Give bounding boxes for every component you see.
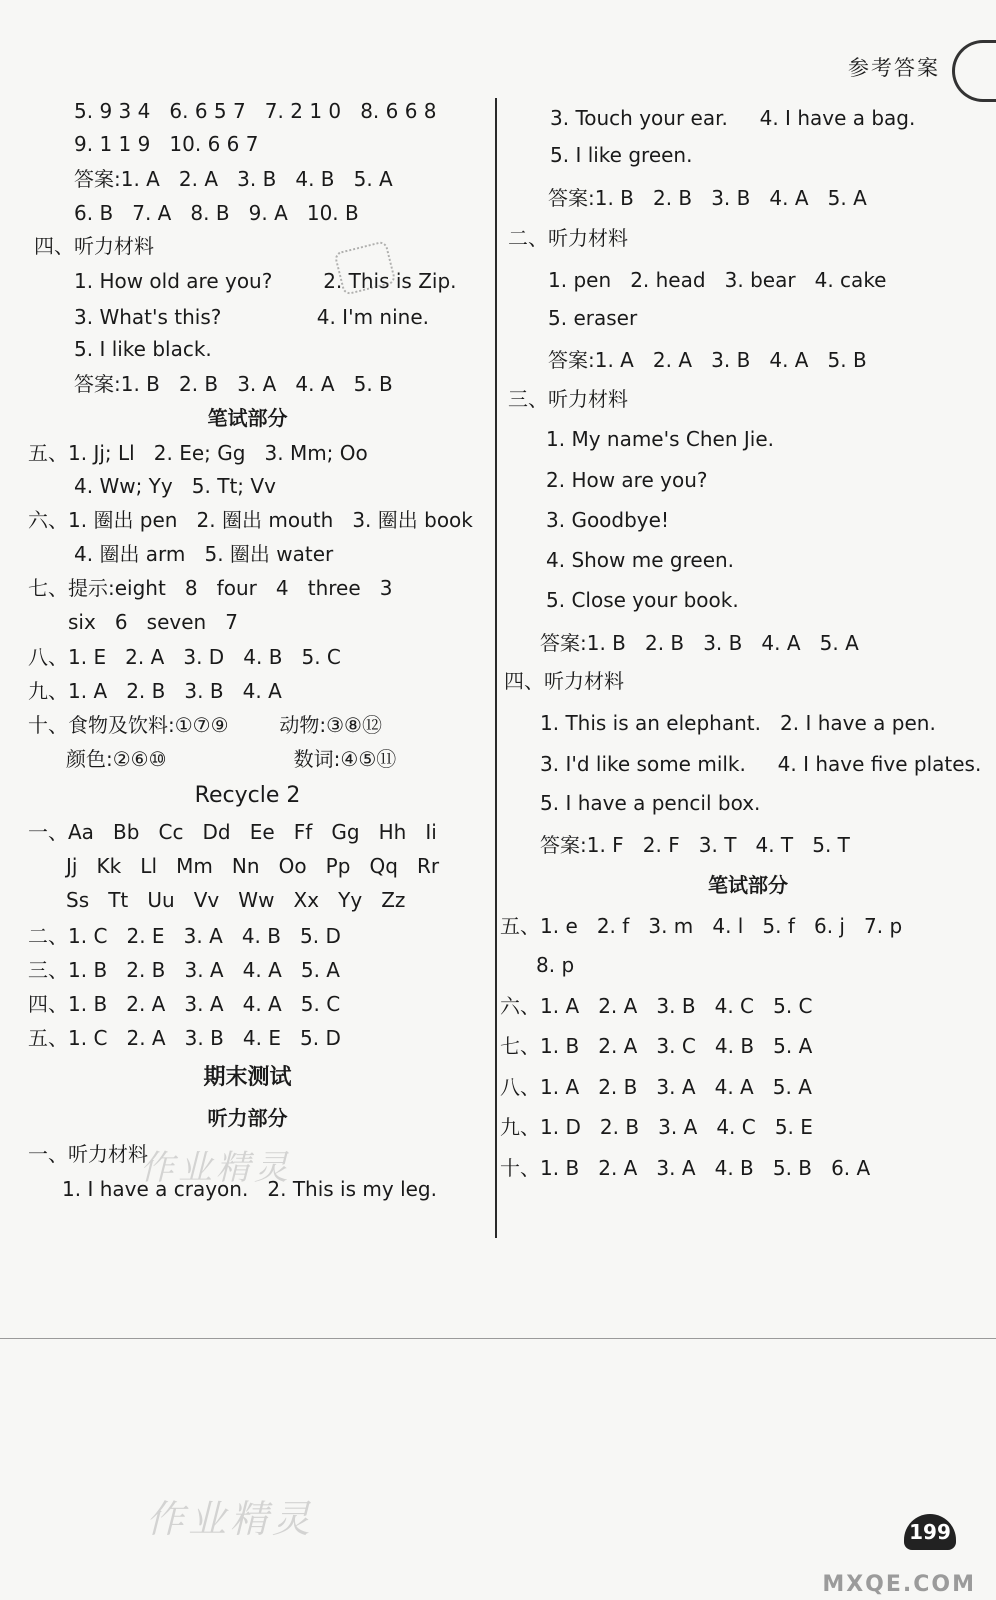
page-rule [0,1338,996,1339]
answer-line: 5. I have a pencil box. [540,791,761,815]
answer-line: 8. p [536,953,575,977]
alphabet-line: Jj Kk Ll Mm Nn Oo Pp Qq Rr [66,854,440,878]
answer-line: 1. I have a crayon. 2. This is my leg. [62,1177,437,1201]
section-title: 听力部分 [207,1106,288,1130]
answer-line: 五、1. Jj; Ll 2. Ee; Gg 3. Mm; Oo [28,441,368,465]
alphabet-line: Ss Tt Uu Vv Ww Xx Yy Zz [66,888,406,912]
answer-line: 四、1. B 2. A 3. A 4. A 5. C [28,992,341,1016]
answer-line: 六、1. 圈出 pen 2. 圈出 mouth 3. 圈出 book [28,508,473,532]
answer-line: 五、1. C 2. A 3. B 4. E 5. D [28,1026,341,1050]
site-watermark: MXQE.COM [822,1572,976,1597]
section-heading: 二、听力材料 [508,226,628,250]
answer-line: 9. 1 1 9 10. 6 6 7 [74,132,259,156]
answer-line: 八、1. A 2. B 3. A 4. A 5. A [500,1075,812,1099]
answer-line: 1. This is an elephant. 2. I have a pen. [540,711,936,735]
answer-line: 5. 9 3 4 6. 6 5 7 7. 2 1 0 8. 6 6 8 [74,99,437,123]
answer-line: 十、1. B 2. A 3. A 4. B 5. B 6. A [500,1156,871,1180]
answer-line: 颜色:②⑥⑩ 数词:④⑤⑪ [66,747,397,771]
answer-line: 九、1. D 2. B 3. A 4. C 5. E [500,1115,813,1139]
answer-line: 三、1. B 2. B 3. A 4. A 5. A [28,958,340,982]
answer-line: 答案:1. A 2. A 3. B 4. B 5. A [74,167,393,191]
answer-line: 八、1. E 2. A 3. D 4. B 5. C [28,645,341,669]
answer-line: six 6 seven 7 [68,610,239,634]
answer-line: 6. B 7. A 8. B 9. A 10. B [74,201,359,225]
answer-line: 1. How old are you? 2. This is Zip. [74,269,457,293]
section-heading: 一、听力材料 [28,1142,148,1166]
answer-line: 5. Close your book. [546,588,739,612]
section-heading: 四、听力材料 [34,234,154,258]
answer-line: 1. My name's Chen Jie. [546,427,774,451]
answer-line: 六、1. A 2. A 3. B 4. C 5. C [500,994,813,1018]
watermark: 作业精灵 [146,1497,315,1541]
answer-line: 3. Goodbye! [546,508,669,532]
answer-line: 4. Show me green. [546,548,735,572]
answer-line: 3. Touch your ear. 4. I have a bag. [550,106,916,130]
header-emblem-icon [952,40,996,102]
answer-line: 七、1. B 2. A 3. C 4. B 5. A [500,1034,813,1058]
answer-line: 答案:1. A 2. A 3. B 4. A 5. B [548,348,867,372]
answer-line: 5. eraser [548,306,638,330]
answer-line: 4. Ww; Yy 5. Tt; Vv [74,474,276,498]
section-heading: 三、听力材料 [508,387,628,411]
answer-line: 十、食物及饮料:①⑦⑨ 动物:③⑧⑫ [28,713,382,737]
answer-line: 九、1. A 2. B 3. B 4. A [28,679,282,703]
answer-line: 五、1. e 2. f 3. m 4. l 5. f 6. j 7. p [500,914,903,938]
answer-line: 答案:1. F 2. F 3. T 4. T 5. T [540,833,850,857]
section-title: 期末测试 [203,1065,292,1090]
watermark: 作业精灵 [140,1148,292,1188]
answer-line: 二、1. C 2. E 3. A 4. B 5. D [28,924,341,948]
section-title: 笔试部分 [207,406,288,430]
section-title: 笔试部分 [708,873,788,897]
answer-line: 5. I like black. [74,337,212,361]
column-divider [495,98,497,1238]
section-heading: 四、听力材料 [504,669,624,693]
answer-line: 3. What's this? 4. I'm nine. [74,305,429,329]
answer-line: 1. pen 2. head 3. bear 4. cake [548,268,887,292]
section-title: Recycle 2 [194,783,301,808]
answer-line: 答案:1. B 2. B 3. B 4. A 5. A [548,186,867,210]
page-number: 199 [904,1514,956,1550]
page-header-title: 参考答案 [848,56,940,80]
answer-line: 七、提示:eight 8 four 4 three 3 [28,576,393,600]
answer-line: 3. I'd like some milk. 4. I have five plates. [540,752,982,776]
answer-line: 答案:1. B 2. B 3. A 4. A 5. B [74,372,393,396]
answer-line: 4. 圈出 arm 5. 圈出 water [74,542,334,566]
answer-line: 答案:1. B 2. B 3. B 4. A 5. A [540,631,859,655]
answer-line: 2. How are you? [546,468,708,492]
answer-line: 5. I like green. [550,143,693,167]
alphabet-line: 一、Aa Bb Cc Dd Ee Ff Gg Hh Ii [28,820,437,844]
